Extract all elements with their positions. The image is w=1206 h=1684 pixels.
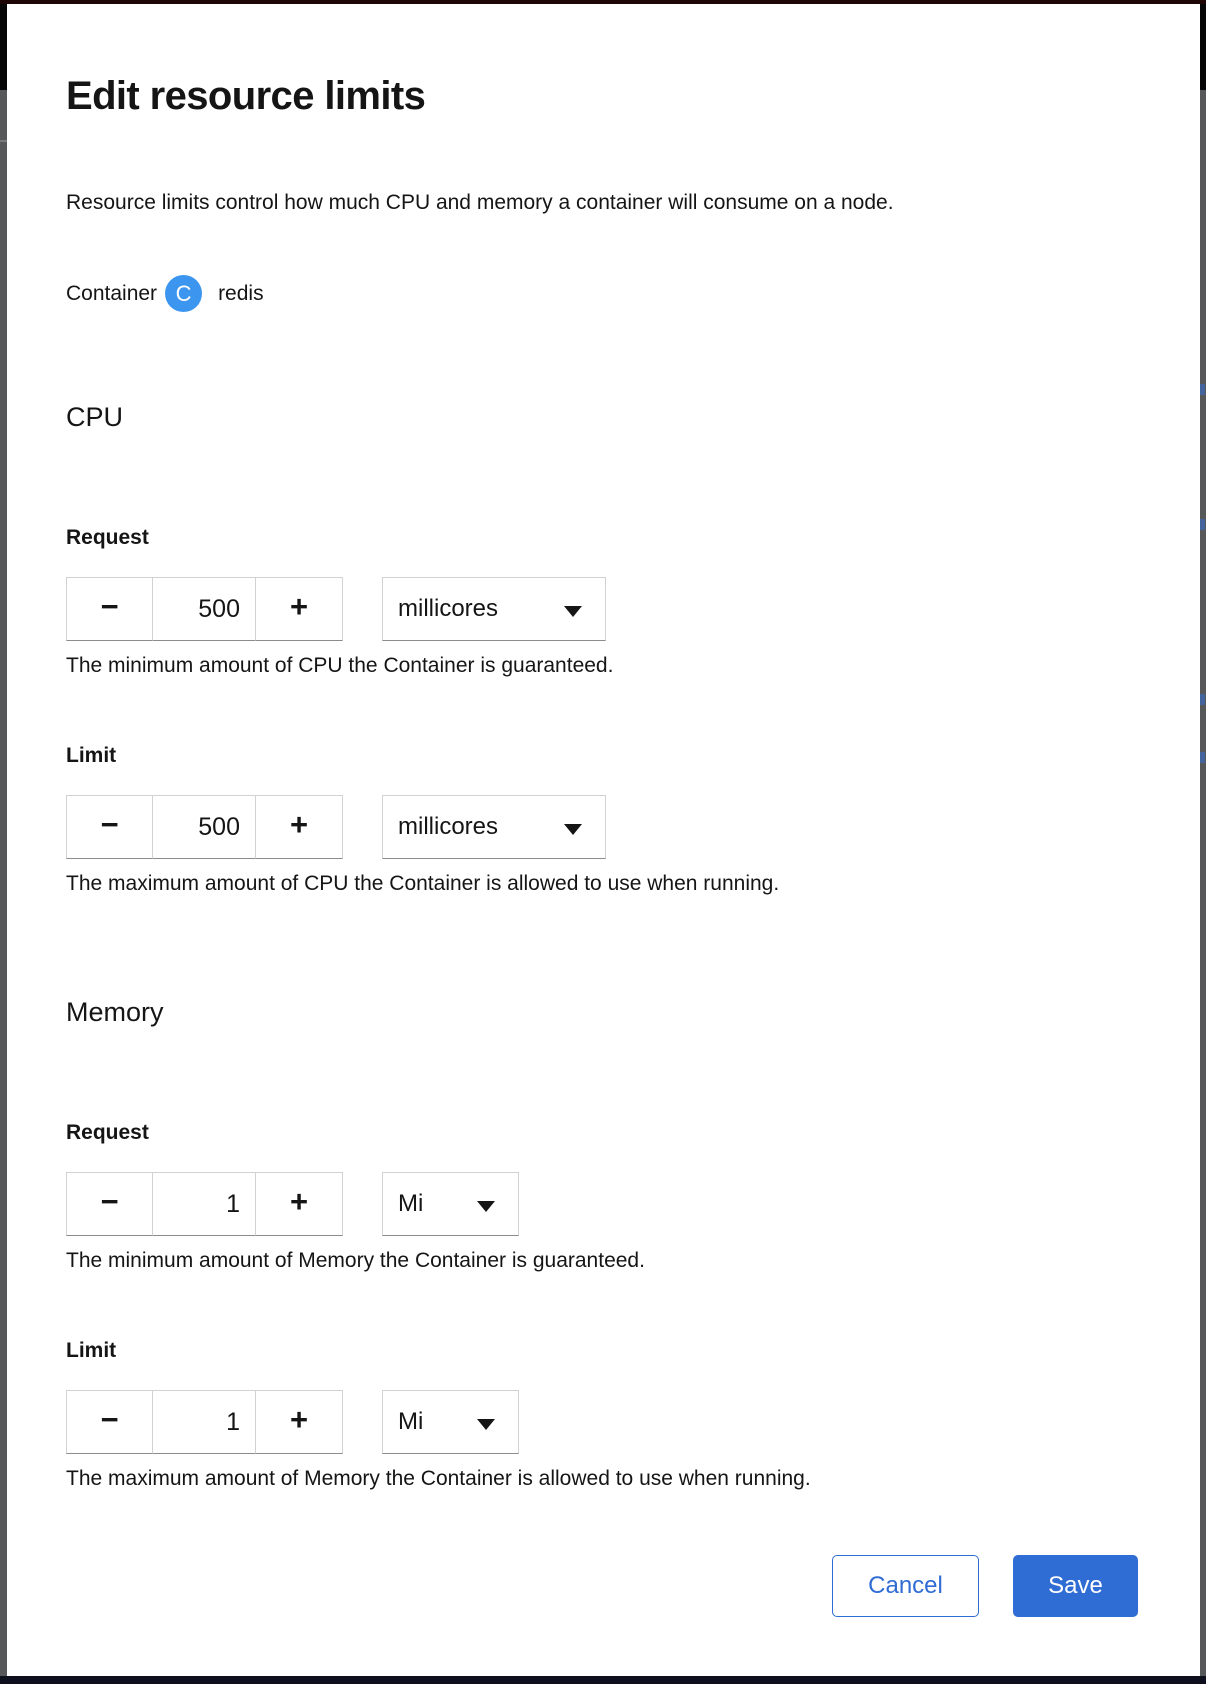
memory-limit-control xyxy=(66,1390,1139,1454)
cpu-request-control xyxy=(66,577,1139,641)
memory-request-help-text: The minimum amount of Memory the Container is guaranteed. xyxy=(66,1249,645,1272)
memory-limit-unit-dropdown[interactable] xyxy=(382,1390,519,1454)
modal-title: Edit resource limits xyxy=(66,74,426,118)
cpu-request-help-text: The minimum amount of CPU the Container is guaranteed. xyxy=(66,654,614,677)
unit-dropdown-value: Mi xyxy=(398,1190,424,1217)
cpu-limit-label: Limit xyxy=(66,744,117,767)
cpu-limit-value-input[interactable] xyxy=(152,795,256,859)
cpu-limit-control xyxy=(66,795,1139,859)
background-text-fragment xyxy=(1200,694,1205,705)
container-badge-icon: C xyxy=(165,275,202,312)
masthead-edge xyxy=(0,4,7,90)
caret-down-icon xyxy=(564,606,582,617)
section-heading-memory: Memory xyxy=(66,997,164,1027)
cpu-request-label: Request xyxy=(66,526,149,549)
modal-footer xyxy=(66,1555,1139,1617)
memory-limit-help-text: The maximum amount of Memory the Container is allowed to use when running. xyxy=(66,1467,811,1490)
page-left-edge xyxy=(0,4,7,1676)
caret-down-icon xyxy=(477,1419,495,1430)
unit-dropdown-value: millicores xyxy=(398,813,499,840)
minus-button[interactable]: − xyxy=(66,1390,153,1454)
number-input-group xyxy=(66,1172,343,1236)
container-label: Container xyxy=(66,281,158,305)
plus-button[interactable]: + xyxy=(255,795,343,859)
plus-button[interactable]: + xyxy=(255,1390,343,1454)
save-button[interactable]: Save xyxy=(1013,1555,1138,1617)
memory-limit-value-input[interactable] xyxy=(152,1390,256,1454)
memory-request-label: Request xyxy=(66,1121,149,1144)
memory-request-value-input[interactable] xyxy=(152,1172,256,1236)
minus-button[interactable]: − xyxy=(66,795,153,859)
page-bottom-edge xyxy=(0,1676,1206,1684)
cancel-button[interactable]: Cancel xyxy=(832,1555,979,1617)
container-row xyxy=(66,275,1139,312)
page-top-edge xyxy=(0,0,1206,4)
plus-button[interactable]: + xyxy=(255,577,343,641)
unit-dropdown-value: millicores xyxy=(398,595,499,622)
modal-description: Resource limits control how much CPU and memory a container will consume on a node. xyxy=(66,191,894,214)
number-input-group xyxy=(66,1390,343,1454)
masthead-edge xyxy=(1200,4,1206,90)
cpu-limit-unit-dropdown[interactable] xyxy=(382,795,606,859)
minus-button[interactable]: − xyxy=(66,577,153,641)
background-text-fragment xyxy=(1200,752,1205,763)
divider xyxy=(0,140,7,142)
edit-resource-limits-modal xyxy=(7,4,1200,1676)
memory-limit-label: Limit xyxy=(66,1339,117,1362)
background-text-fragment xyxy=(1200,384,1205,395)
page-right-edge xyxy=(1200,4,1206,1676)
caret-down-icon xyxy=(477,1201,495,1212)
container-name: redis xyxy=(218,281,264,305)
memory-request-unit-dropdown[interactable] xyxy=(382,1172,519,1236)
memory-request-control xyxy=(66,1172,1139,1236)
caret-down-icon xyxy=(564,824,582,835)
cpu-request-value-input[interactable] xyxy=(152,577,256,641)
cpu-request-unit-dropdown[interactable] xyxy=(382,577,606,641)
plus-button[interactable]: + xyxy=(255,1172,343,1236)
number-input-group xyxy=(66,577,343,641)
cpu-limit-help-text: The maximum amount of CPU the Container is allowed to use when running. xyxy=(66,872,780,895)
background-text-fragment xyxy=(1200,519,1205,530)
minus-button[interactable]: − xyxy=(66,1172,153,1236)
section-heading-cpu: CPU xyxy=(66,402,124,432)
unit-dropdown-value: Mi xyxy=(398,1408,424,1435)
number-input-group xyxy=(66,795,343,859)
